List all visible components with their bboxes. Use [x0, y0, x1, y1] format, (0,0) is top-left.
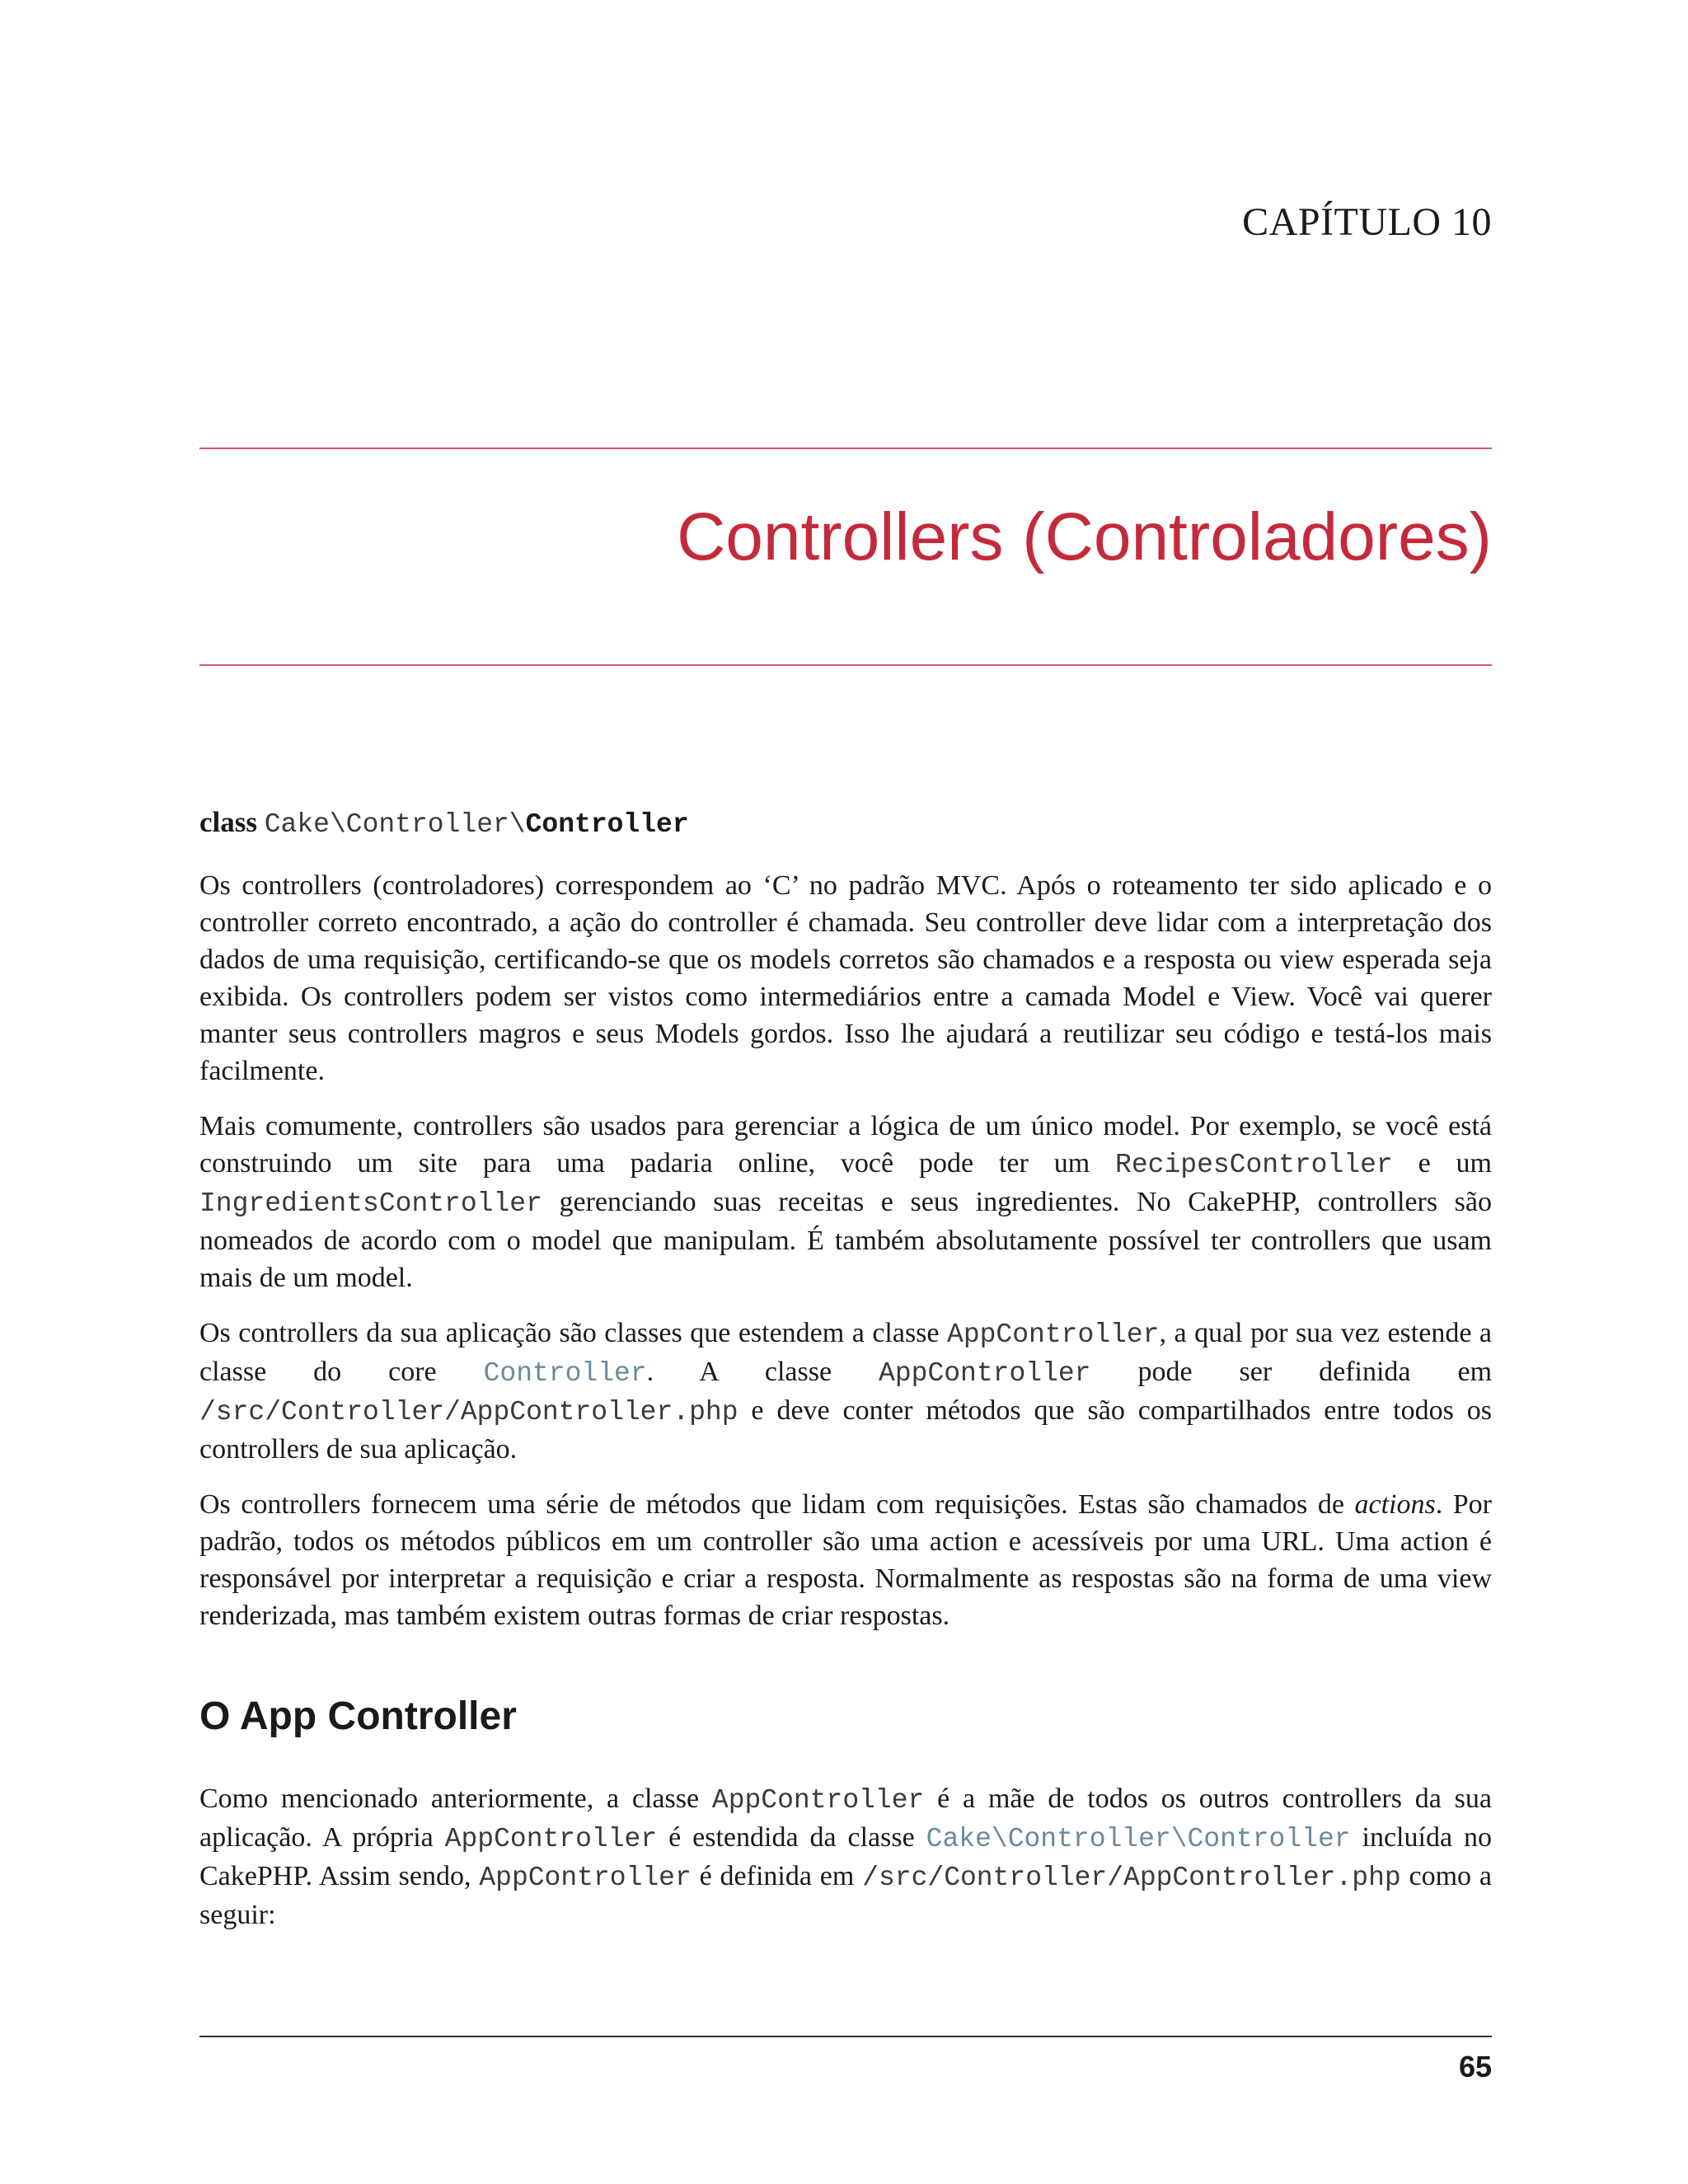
code-ingredients-controller: IngredientsController	[199, 1188, 542, 1219]
class-keyword: class	[199, 806, 257, 838]
section-heading: O App Controller	[199, 1694, 517, 1738]
text-run: Os controllers fornecem uma série de métodos que lidam com requisições. Estas são chamados de	[199, 1489, 1355, 1520]
paragraph-app-controller-section	[199, 1780, 1492, 1933]
class-namespace: Cake\Controller\	[264, 809, 526, 840]
code-appcontroller: AppController	[479, 1863, 692, 1893]
text-run: pode ser definida em	[1090, 1357, 1493, 1387]
text-run: é estendida da classe	[657, 1822, 926, 1853]
code-appcontroller-path: /src/Controller/AppController.php	[862, 1863, 1401, 1893]
paragraph-appcontroller	[199, 1315, 1492, 1468]
footer-rule	[199, 2036, 1492, 2037]
text-run: . A classe	[646, 1357, 879, 1387]
chapter-title: Controllers (Controladores)	[677, 499, 1492, 574]
title-rule-top	[199, 448, 1492, 449]
text-run: como a seguir:	[199, 1861, 1492, 1930]
cake-controller-link[interactable]: Cake\Controller\Controller	[926, 1824, 1351, 1854]
paragraph-models	[199, 1108, 1492, 1296]
text-run: incluída no CakePHP. Assim sendo,	[199, 1822, 1492, 1891]
page-number: 65	[1458, 2050, 1492, 2083]
controller-link[interactable]: Controller	[483, 1358, 647, 1389]
chapter-label: CAPÍTULO 10	[1242, 200, 1492, 244]
text-run: Os controllers da sua aplicação são classes que estendem a classe	[199, 1318, 948, 1348]
main-content	[199, 804, 1492, 1952]
paragraph-actions	[199, 1486, 1492, 1634]
code-appcontroller-path: /src/Controller/AppController.php	[199, 1397, 738, 1427]
code-appcontroller: AppController	[711, 1785, 925, 1816]
code-appcontroller: AppController	[444, 1824, 658, 1854]
text-run: é a mãe de todos os outros controllers da sua aplicação. A própria	[199, 1783, 1493, 1853]
code-recipes-controller: RecipesController	[1115, 1150, 1393, 1180]
emphasis-actions: actions	[1354, 1489, 1436, 1520]
title-rule-bottom	[199, 664, 1492, 666]
text-run: Como mencionado anteriormente, a classe	[199, 1783, 712, 1814]
text-run: gerenciando suas receitas e seus ingredientes. No CakePHP, controllers são nomeados de acordo com o model que manipulam. É também absolutamente possível ter controllers que usam mais de um model.	[199, 1187, 1492, 1293]
text-run: é definida em	[691, 1861, 863, 1891]
code-appcontroller: AppController	[947, 1319, 1160, 1350]
class-signature	[199, 804, 1492, 844]
code-appcontroller: AppController	[879, 1358, 1091, 1389]
text-run: , a qual por sua vez estende a classe do core	[199, 1318, 1493, 1387]
text-run: . Por padrão, todos os métodos públicos em um controller são uma action e acessíveis por uma URL. Uma action é responsável por interpretar a requisição e criar a resposta. Normalmente as respostas são na forma de uma view renderizada, mas também existem outras formas de criar respostas.	[199, 1489, 1493, 1631]
text-run: e deve conter métodos que são compartilhados entre todos os controllers de sua aplicação.	[199, 1395, 1492, 1465]
text-run: Mais comumente, controllers são usados para gerenciar a lógica de um único model. Por exemplo, se você está construindo um site para uma padaria online, você pode ter um	[199, 1111, 1492, 1179]
class-name: Controller	[525, 809, 689, 840]
paragraph-intro: Os controllers (controladores) correspondem ao ‘C’ no padrão MVC. Após o roteamento ter sido aplicado e o controller correto encontrado, a ação do controller é chamada. Seu controller deve lidar com a interpretação dos dados de uma requisição, certificando-se que os models corretos são chamados e a resposta ou view esperada seja exibida. Os controllers podem ser vistos como intermediários entre a camada Model e View. Você vai querer manter seus controllers magros e seus Models gordos. Isso lhe ajudará a reutilizar seu código e testá-los mais facilmente.	[199, 870, 1492, 1086]
text-run: e um	[1392, 1148, 1493, 1179]
